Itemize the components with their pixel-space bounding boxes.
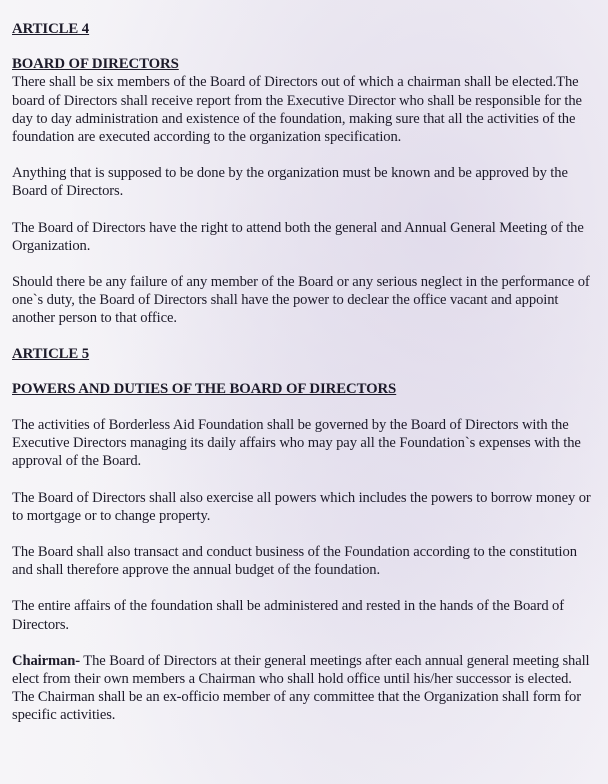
chairman-paragraph	[12, 652, 600, 688]
article-5-paragraph-6: The Chairman shall be an ex-officio member of any committee that the Organization shall form for specific activities.	[12, 689, 581, 724]
article-5-paragraph-2: The Board of Directors shall also exercise all powers which includes the powers to borrow money or to mortgage or to change property.	[12, 489, 591, 524]
article-5-heading: ARTICLE 5	[12, 345, 90, 362]
article-5-paragraph-3: The Board shall also transact and conduct business of the Foundation according to the constitution and shall therefore approve the annual budget of the foundation.	[12, 544, 577, 579]
powers-and-duties-heading: POWERS AND DUTIES OF THE BOARD OF DIRECTORS	[12, 380, 397, 397]
chairman-text: The Board of Directors at their general meetings after each annual general meeting shall elect from their own members a Chairman who shall hold office until his/her successor is elected.	[12, 652, 590, 688]
chairman-lead: Chairman-	[12, 652, 81, 669]
document-body	[12, 20, 600, 725]
article-4-heading: ARTICLE 4	[12, 21, 90, 37]
article-4-paragraph-4: Should there be any failure of any member of the Board or any serious neglect in the performance of one`s duty, the Board of Directors shall have the power to declear the office vacant and appoint another person to that office.	[12, 274, 590, 327]
article-5-paragraph-1: The activities of Borderless Aid Foundation shall be governed by the Board of Directors with the Executive Directors managing its daily affairs who may pay all the Foundation`s expenses with the approval of the Board.	[12, 417, 581, 470]
article-4-paragraph-3: The Board of Directors have the right to attend both the general and Annual General Meeting of the Organization.	[12, 219, 584, 254]
board-of-directors-heading: BOARD OF DIRECTORS	[12, 56, 179, 73]
article-4-paragraph-2: Anything that is supposed to be done by the organization must be known and be approved by the Board of Directors.	[12, 165, 568, 200]
article-4-paragraph-1: There shall be six members of the Board of Directors out of which a chairman shall be elected.The board of Directors shall receive report from the Executive Director who shall be responsible for the day to day administration and existence of the foundation, making sure that all the activities of the foundation are executed according to the organization specification.	[12, 74, 582, 146]
article-5-paragraph-4: The entire affairs of the foundation shall be administered and rested in the hands of the Board of Directors.	[12, 598, 565, 633]
